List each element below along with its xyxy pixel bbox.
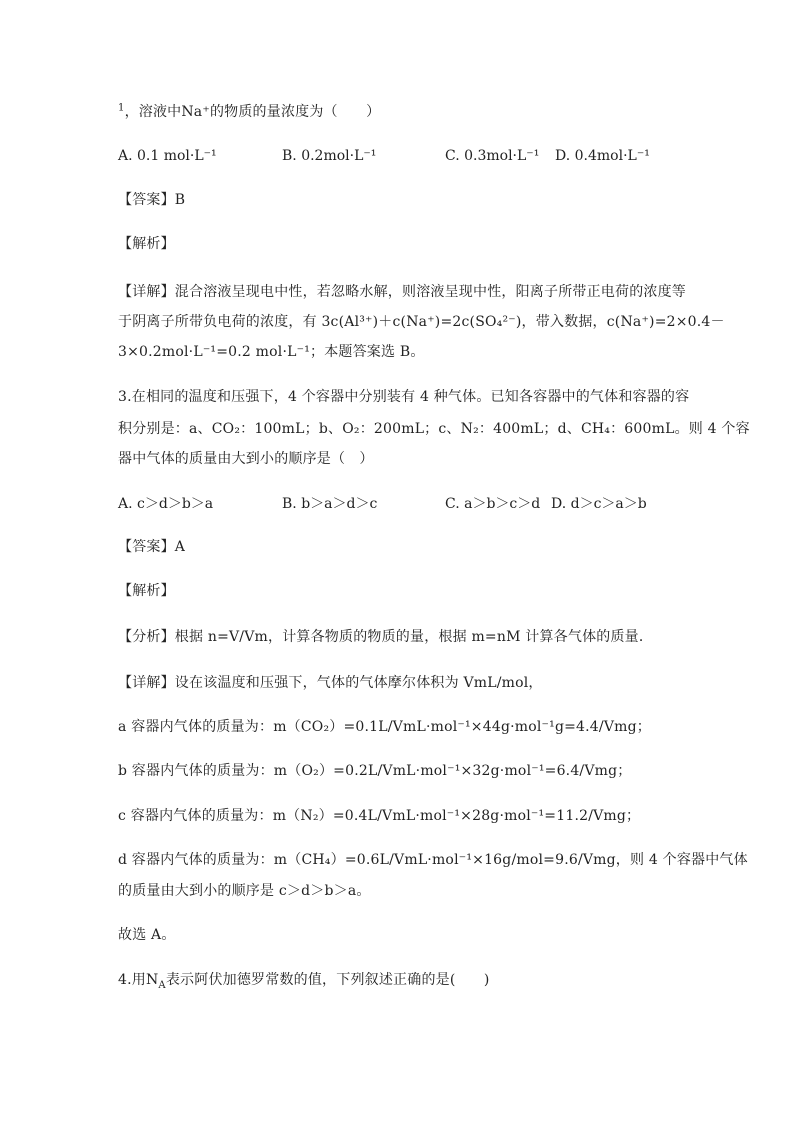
q2-analysis-heading: 【解析】 [118, 236, 175, 252]
q3-option-c: C. a＞b＞c＞d [445, 496, 541, 512]
q2-tail-text: ，溶液中Na⁺的物质的量浓度为（ ） [124, 104, 381, 120]
q3-analysis-heading: 【解析】 [118, 583, 175, 599]
q2-detail-line-1: 【详解】混合溶液呈现电中性，若忽略水解，则溶液呈现中性，阳离子所带正电荷的浓度等 [118, 284, 686, 300]
q3-analysis: 【分析】根据 n=V/Vm，计算各物质的物质的量，根据 m=nM 计算各气体的质量． [118, 629, 654, 645]
q3-option-a: A. c＞d＞b＞a [118, 496, 214, 512]
q3-detail-intro: 【详解】设在该温度和压强下，气体的气体摩尔体积为 VmL/mol， [118, 675, 543, 691]
q2-option-a: A. 0.1 mol·L⁻¹ [118, 148, 217, 164]
q3-calc-b: b 容器内气体的质量为：m（O₂）=0.2L/VmL·mol⁻¹×32g·mol⁻¹=6.4/Vmg； [118, 763, 632, 779]
q2-detail-line-3: 3×0.2mol·L⁻¹=0.2 mol·L⁻¹；本题答案选 B。 [118, 344, 425, 360]
q4-stem-suffix: 表示阿伏加德罗常数的值，下列叙述正确的是( ) [165, 972, 490, 988]
q2-tail [118, 102, 380, 122]
q3-calc-d-line-2: 的质量由大到小的顺序是 c＞d＞b＞a。 [118, 883, 371, 899]
q2-detail-line-2: 于阴离子所带负电荷的浓度，有 3c(Al³⁺)＋c(Na⁺)=2c(SO₄²⁻)，带入数据，c(Na⁺)=2×0.4－ [118, 314, 725, 330]
q3-option-d: D. d＞c＞a＞b [551, 496, 647, 512]
q3-stem-line-3: 器中气体的质量由大到小的顺序是（ ） [118, 451, 374, 467]
q3-stem-line-2: 积分别是：a、CO₂：100mL；b、O₂：200mL；c、N₂：400mL；d、CH₄：600mL。则 4 个容 [118, 421, 750, 437]
q3-calc-c: c 容器内气体的质量为：m（N₂）=0.4L/VmL·mol⁻¹×28g·mol⁻¹=11.2/Vmg； [118, 808, 641, 824]
q2-option-c: C. 0.3mol·L⁻¹ [445, 148, 540, 164]
q4-stem-sub: A [158, 979, 166, 991]
q3-calc-a: a 容器内气体的质量为：m（CO₂）=0.1L/VmL·mol⁻¹×44g·mol⁻¹g=4.4/Vmg； [118, 719, 651, 735]
q4-stem-prefix: 4.用N [118, 972, 159, 988]
q3-answer: 【答案】A [118, 539, 186, 555]
q2-option-d: D. 0.4mol·L⁻¹ [555, 148, 650, 164]
q2-answer: 【答案】B [118, 192, 186, 208]
q2-option-b: B. 0.2mol·L⁻¹ [282, 148, 377, 164]
q3-conclusion: 故选 A。 [118, 927, 176, 943]
q2-tail-sup: 1 [118, 102, 125, 114]
q3-calc-d-line-1: d 容器内气体的质量为：m（CH₄）=0.6L/VmL·mol⁻¹×16g/mol=9.6/Vmg，则 4 个容器中气体 [118, 852, 748, 868]
q3-stem-line-1: 3.在相同的温度和压强下，4 个容器中分别装有 4 种气体。已知各容器中的气体和容器的容 [118, 389, 690, 405]
q4-stem [118, 970, 490, 990]
q3-option-b: B. b＞a＞d＞c [282, 496, 378, 512]
